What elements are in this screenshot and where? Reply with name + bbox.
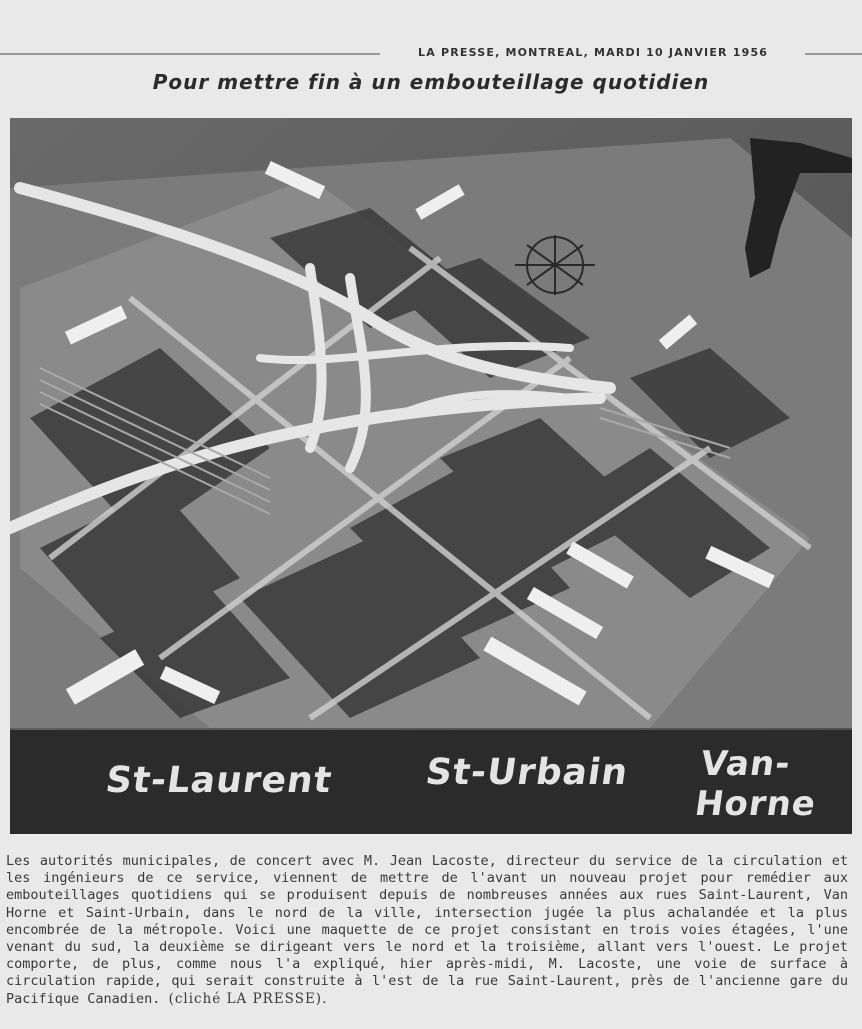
model-photo-illustration [10, 118, 852, 834]
street-label-banner [10, 730, 852, 834]
street-label-van-horne: Van-Horne [692, 744, 819, 824]
street-label-st-laurent: St-Laurent [103, 760, 335, 801]
headline: Pour mettre fin à un embouteillage quotidien [152, 70, 710, 94]
model-photo [10, 118, 852, 834]
caption-body: Les autorités municipales, de concert avec M. Jean Lacoste, directeur du service de la circulation et les ingénieurs de ce service, viennent de mettre de l'avant un nouveau projet pour remédier aux embouteillages quotidiens qui se produisent depuis de nombreuses années aux rues Saint-Laurent, Van Horne et Saint-Urbain, dans le nord de la ville, intersection jugée la plus achalandée et la plus encombrée de la métropole. Voici une maquette de ce projet consistant en trois voies étagées, l'une venant du sud, la deuxième se dirigeant vers le nord et la troisième, allant vers l'ouest. Le projet comporte, de plus, comme nous l'a expliqué, hier après-midi, M. Lacoste, une voie de surface à circulation rapide, qui serait construite à l'est de la rue Saint-Laurent, près de l'ancienne gare du Pacifique Canadien. [6, 853, 848, 1007]
photo-credit: (cliché LA PRESSE). [168, 990, 328, 1007]
photo-caption [6, 853, 848, 1008]
masthead: LA PRESSE, MONTREAL, MARDI 10 JANVIER 1956 [418, 46, 769, 59]
street-label-st-urbain: St-Urbain [423, 752, 631, 793]
